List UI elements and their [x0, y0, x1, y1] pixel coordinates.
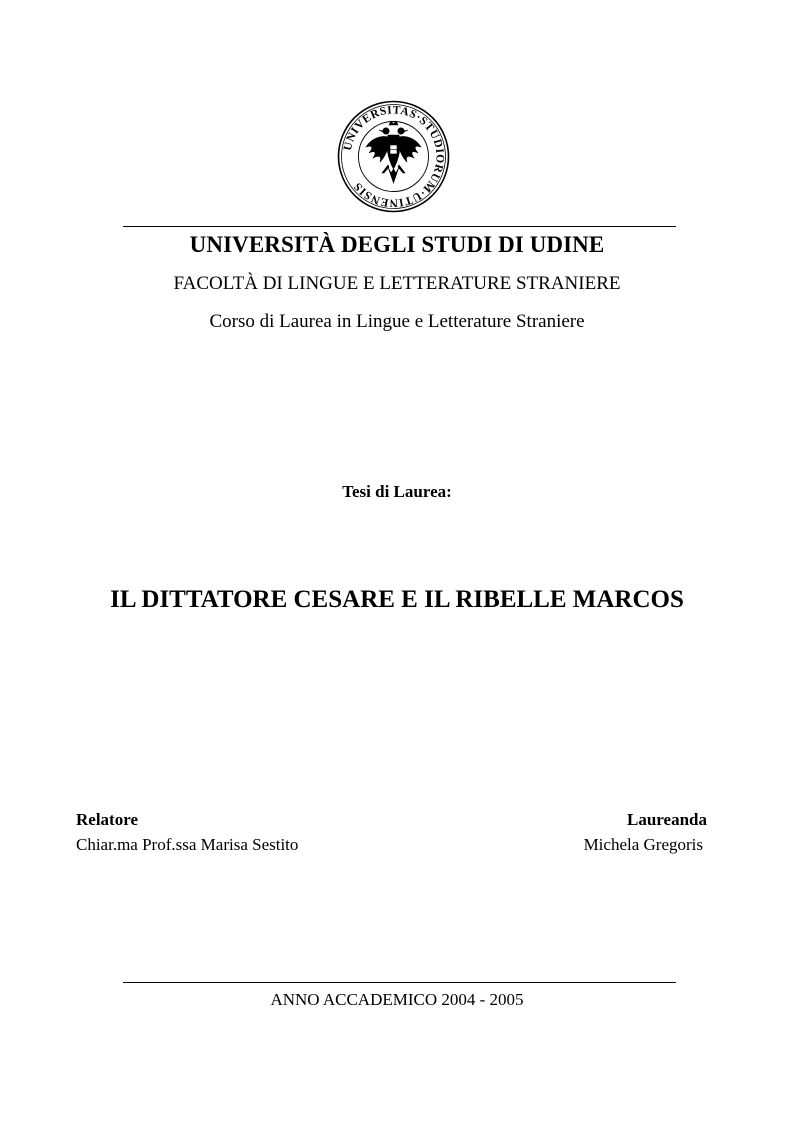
faculty-name: FACOLTÀ DI LINGUE E LETTERATURE STRANIERE [173, 273, 621, 294]
university-name: UNIVERSITÀ DEGLI STUDI DI UDINE [189, 232, 605, 257]
university-seal-icon [336, 99, 451, 214]
supervisor-heading: Relatore [76, 810, 138, 829]
candidate-name: Michela Gregoris [583, 835, 703, 854]
academic-year: ANNO ACCADEMICO 2004 - 2005 [270, 990, 524, 1009]
bottom-divider [123, 982, 676, 983]
seal-motto: UNIVERSITAS·STUDIORUM·UTINENSIS [341, 104, 446, 209]
thesis-label: Tesi di Laurea: [342, 482, 452, 501]
thesis-title: IL DITTATORE CESARE E IL RIBELLE MARCOS [110, 586, 684, 613]
candidate-heading: Laureanda [627, 810, 707, 829]
course-name: Corso di Laurea in Lingue e Letterature Straniere [209, 311, 585, 332]
supervisor-name: Chiar.ma Prof.ssa Marisa Sestito [76, 835, 299, 854]
top-divider [123, 226, 676, 227]
